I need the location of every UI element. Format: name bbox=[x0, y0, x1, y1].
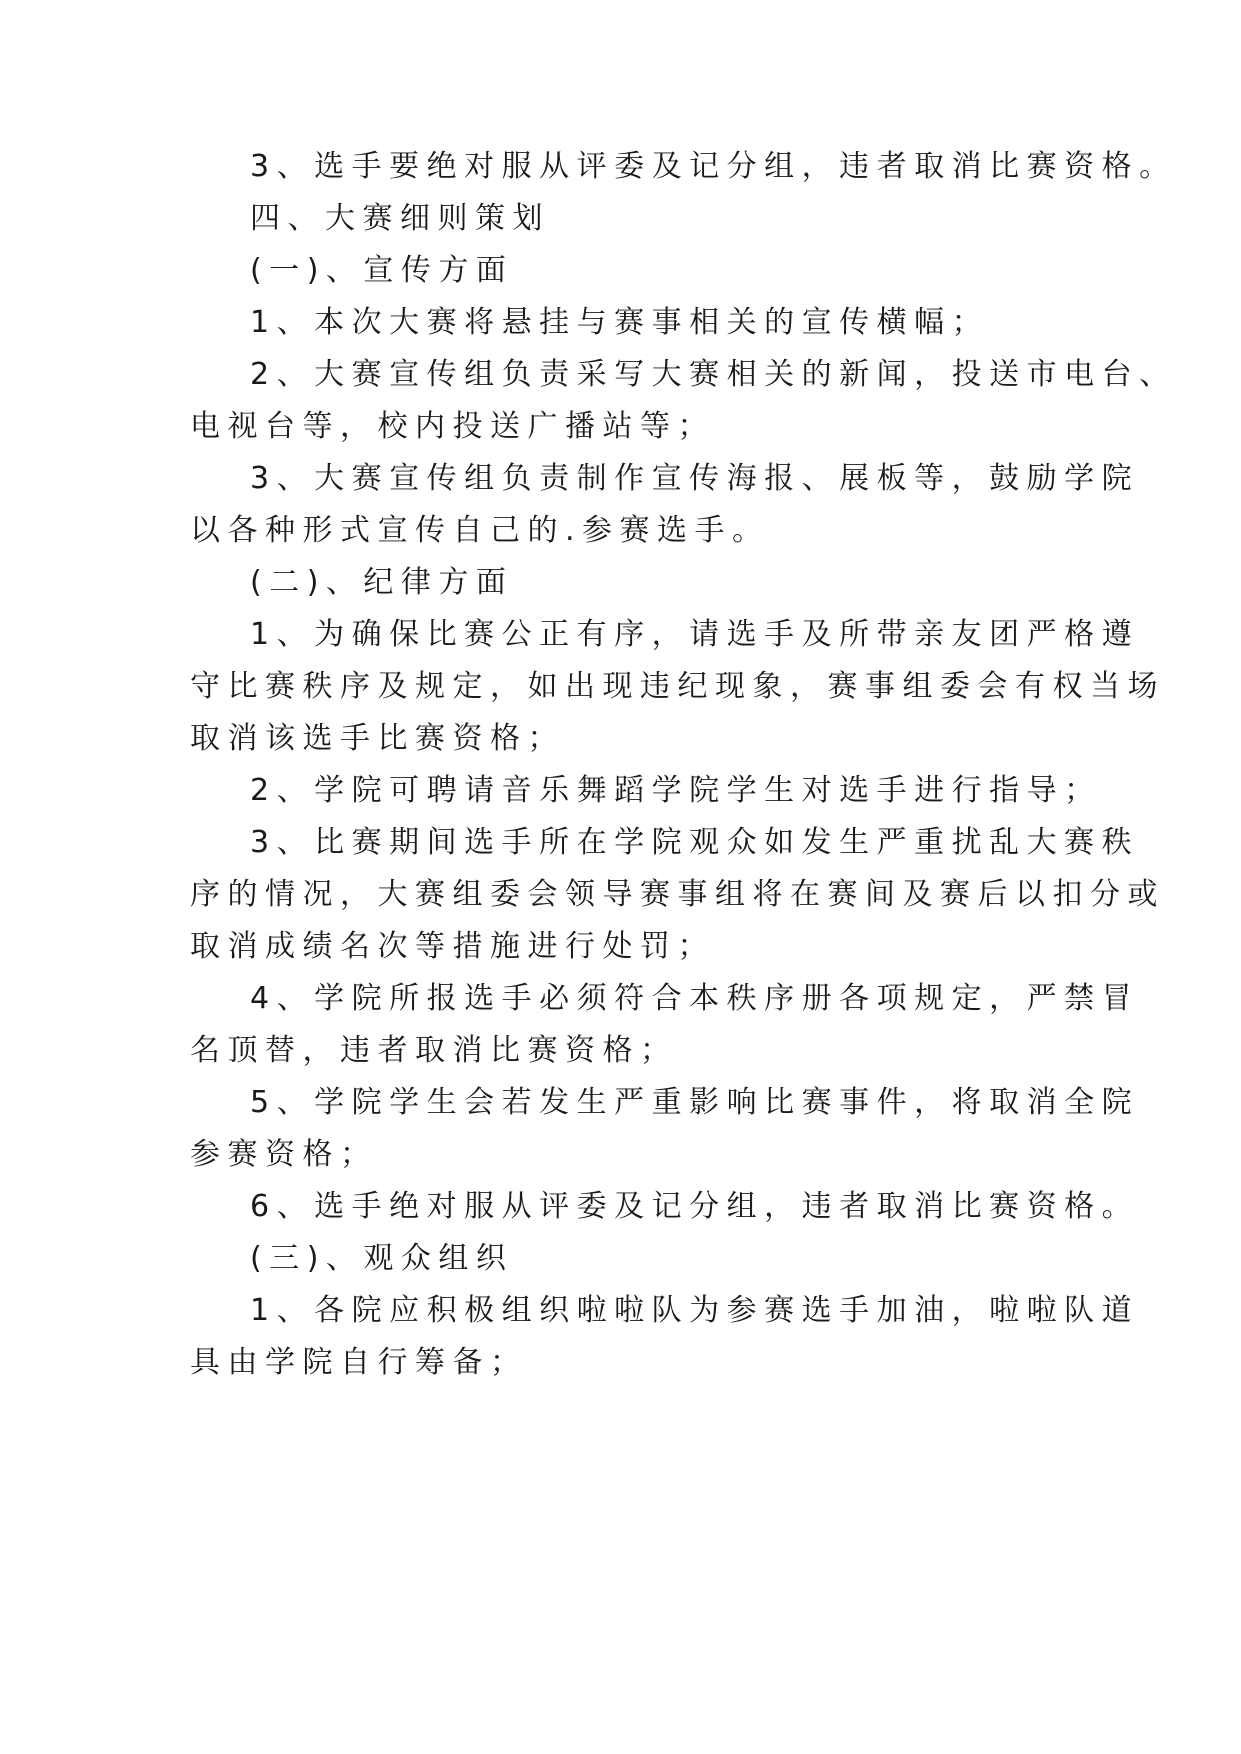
text-line-20: 参赛资格； bbox=[190, 1137, 378, 1172]
subsection-heading-audience: (三)、观众组织 bbox=[250, 1241, 514, 1276]
text-line-10: 1、为确保比赛公正有序，请选手及所带亲友团严格遵 bbox=[250, 617, 1140, 652]
text-line-6: 电视台等，校内投送广播站等； bbox=[190, 409, 715, 444]
text-line-4: 1、本次大赛将悬挂与赛事相关的宣传横幅； bbox=[250, 305, 990, 340]
text-line-17: 4、学院所报选手必须符合本秩序册各项规定，严禁冒 bbox=[250, 981, 1140, 1016]
text-line-1: 3、选手要绝对服从评委及记分组，违者取消比赛资格。 bbox=[250, 149, 1177, 184]
section-heading-4: 四、大赛细则策划 bbox=[250, 201, 550, 236]
text-line-5: 2、大赛宣传组负责采写大赛相关的新闻，投送市电台、 bbox=[250, 357, 1177, 392]
text-line-24: 具由学院自行筹备； bbox=[190, 1345, 528, 1380]
text-line-21: 6、选手绝对服从评委及记分组，违者取消比赛资格。 bbox=[250, 1189, 1140, 1224]
text-line-14: 3、比赛期间选手所在学院观众如发生严重扰乱大赛秩 bbox=[250, 825, 1140, 860]
text-line-11: 守比赛秩序及规定，如出现违纪现象，赛事组委会有权当场 bbox=[190, 669, 1165, 704]
text-line-8: 以各种形式宣传自己的.参赛选手。 bbox=[190, 513, 770, 548]
text-line-7: 3、大赛宣传组负责制作宣传海报、展板等，鼓励学院 bbox=[250, 461, 1140, 496]
text-line-16: 取消成绩名次等措施进行处罚； bbox=[190, 929, 715, 964]
text-line-23: 1、各院应积极组织啦啦队为参赛选手加油，啦啦队道 bbox=[250, 1293, 1140, 1328]
subsection-heading-discipline: (二)、纪律方面 bbox=[250, 565, 514, 600]
subsection-heading-publicity: (一)、宣传方面 bbox=[250, 253, 514, 288]
text-line-19: 5、学院学生会若发生严重影响比赛事件，将取消全院 bbox=[250, 1085, 1140, 1120]
text-line-12: 取消该选手比赛资格； bbox=[190, 721, 565, 756]
text-line-13: 2、学院可聘请音乐舞蹈学院学生对选手进行指导； bbox=[250, 773, 1102, 808]
text-line-15: 序的情况，大赛组委会领导赛事组将在赛间及赛后以扣分或 bbox=[190, 877, 1165, 912]
text-line-18: 名顶替，违者取消比赛资格； bbox=[190, 1033, 678, 1068]
